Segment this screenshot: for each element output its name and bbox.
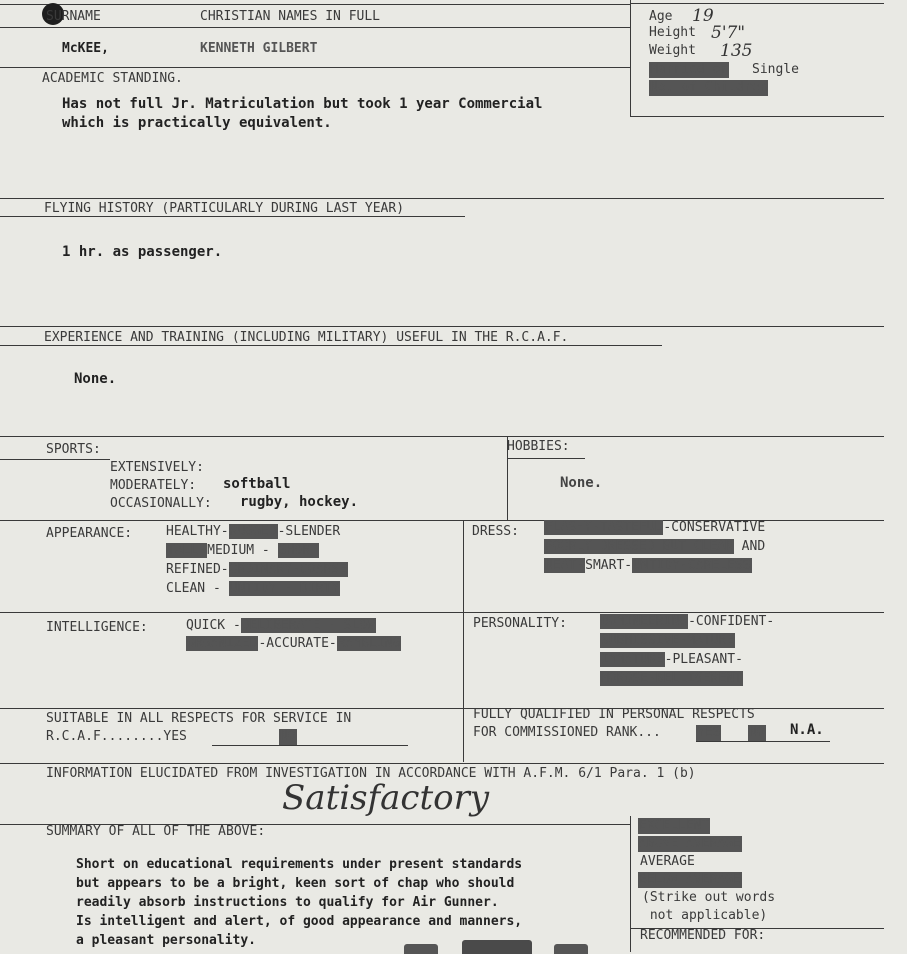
intelligence-organized-struck: ORGANIZED [187,636,258,651]
christian-names-label: CHRISTIAN NAMES IN FULL [200,9,381,24]
dress-line-1 [544,520,765,536]
weight-label: Weight [649,43,696,58]
rule-intelligence [0,612,884,613]
hobbies-value: None. [560,475,603,491]
dress-line-2 [544,539,765,555]
appearance-line-1 [166,524,340,540]
personality-line-3 [600,652,743,668]
surname-label: SURNAME [46,9,101,24]
information-label: INFORMATION ELUCIDATED FROM INVESTIGATION IN ACCORDANCE WITH A.F.M. 6/1 Para. 1 (b) [46,766,696,781]
academic-line-1: Has not full Jr. Matriculation but took 1 year Commercial [62,96,543,112]
appearance-medium: MEDIUM - [207,543,278,558]
intelligence-deliberate-struck: DELIBERATE - SLOW [241,618,375,633]
personality-morose-struck: MOROSE-BELLIGERENT [601,671,742,686]
rating-note-1: (Strike out words [642,890,776,905]
appearance-slender: -SLENDER [277,524,341,539]
appearance-untidy-struck: UNTIDY - DIRTY [229,581,340,596]
dress-label: DRESS: [472,524,519,539]
sports-moderately-value: softball [223,476,291,492]
rating-recommended: RECOMMENDED FOR: [640,928,766,943]
rule-rating-left [630,816,631,952]
dress-untidy-struck: UNTIDY-CARELESS [633,558,751,573]
intelligence-label: INTELLIGENCE: [46,620,148,635]
rating-above-struck: ABOVE AVERAGE [639,836,741,851]
personality-line-1 [600,614,774,630]
qualified-line-1: FULLY QUALIFIED IN PERSONAL RESPECTS [473,707,755,722]
appearance-clean: CLEAN - [166,581,229,596]
rule-names [0,27,630,28]
suitable-yes-underline [212,745,408,746]
qualified-yes-struck: YES [697,725,721,740]
intelligence-rambling-struck: RAMBLING [337,636,401,651]
suitable-line-2: R.C.A.F........YES [46,729,187,744]
summary-line-3: readily absorb instructions to qualify for Air Gunner. [76,895,499,910]
personality-label: PERSONALITY: [473,616,567,631]
appearance-line-4 [166,581,340,597]
qualified-no-struck: NO [749,725,765,740]
flying-label: FLYING HISTORY (PARTICULARLY DURING LAST YEAR) [44,201,405,216]
appearance-line-2 [166,543,319,559]
experience-value: None. [74,371,117,387]
flying-value: 1 hr. as passenger. [62,244,223,260]
rule-flying [0,198,884,199]
personality-immature-struck: IMMATURE [601,652,664,667]
rating-average: AVERAGE [640,854,695,869]
dress-conservative: -CONSERVATIVE [663,520,766,535]
rule-sports [0,436,884,437]
sports-moderately-label: MODERATELY: [110,478,197,493]
rating-excellent-struck: EXCELLENT [639,818,710,833]
personality-pleasant: -PLEASANT- [664,652,743,667]
dress-poorly-struck: POORLY DRESSED BUT CLEAN [545,539,733,554]
rule-sports-under [0,459,110,460]
hobbies-label: HOBBIES: [507,439,570,454]
rule-experience [0,326,884,327]
qualified-underline [696,741,830,742]
rule-box-bottom [630,116,884,117]
sports-extensively-label: EXTENSIVELY: [110,460,204,475]
dress-smart: SMART- [585,558,633,573]
married-struck: Married or [650,62,729,77]
summary-line-4: Is intelligent and alert, of good appearance and manners, [76,914,523,929]
rule-box-left [630,0,631,117]
scan-tab-1 [404,944,438,954]
suitable-line-1: SUITABLE IN ALL RESPECTS FOR SERVICE IN [46,711,352,726]
qualified-line-2: FOR COMMISSIONED RANK... [473,725,661,740]
surname-value: McKEE, [62,41,109,56]
sports-occasionally-value: rugby, hockey. [240,494,359,510]
rule-appearance-divider [463,520,464,762]
age-label: Age [649,9,673,24]
appearance-refined: REFINED- [166,562,229,577]
height-value: 5'7" [711,23,746,43]
rating-note-2: not applicable) [642,908,768,923]
dress-and: AND [733,539,766,554]
appearance-label: APPEARANCE: [46,526,133,541]
sports-label: SPORTS: [46,442,101,457]
intelligence-quick: QUICK - [186,618,241,633]
information-signature: Satisfactory [282,778,490,818]
rule-hobbies-under [507,458,585,459]
academic-line-2: which is practically equivalent. [62,115,332,131]
personality-confident: -CONFIDENT- [688,614,775,629]
personality-domineering-struck: DOMINEERING [601,614,688,629]
rule-top [0,4,630,5]
appearance-short-struck: SHORT [278,543,318,558]
weight-value: 135 [720,41,753,61]
dress-flashy-struck: FLASHY-TASTEFUL [545,520,663,535]
appearance-line-3 [166,562,348,578]
single-value: Single [752,62,799,77]
intelligence-line-2 [186,636,401,652]
christian-names-value: KENNETH GILBERT [200,41,318,56]
intelligence-accurate: -ACCURATE- [258,636,337,651]
appearance-tall-struck: TALL- [167,543,207,558]
scan-tab-3 [554,944,588,954]
qualified-na-value: N.A. [790,722,824,738]
rule-information [0,763,884,764]
appearance-ordinary-struck: ORDINARY-COARSE [229,562,348,577]
personality-line-4 [600,671,743,687]
experience-label: EXPERIENCE AND TRAINING (INCLUDING MILITARY) USEFUL IN THE R.C.A.F. [44,330,569,345]
rule-academic [0,67,630,68]
dress-line-3 [544,558,752,574]
age-value: 19 [692,6,714,26]
sports-occasionally-label: OCCASIONALLY: [110,496,212,511]
academic-label: ACADEMIC STANDING. [42,71,183,86]
children-struck: No. of Children [650,80,768,95]
summary-label: SUMMARY OF ALL OF THE ABOVE: [46,824,266,839]
personality-submissive-struck: SUBMISSIVE-MATURE [601,633,735,648]
intelligence-line-1 [186,618,376,634]
rule-box-top [630,3,884,4]
appearance-rugged-struck: RUGGED [229,524,277,539]
height-label: Height [649,25,696,40]
summary-line-2: but appears to be a bright, keen sort of chap who should [76,876,515,891]
rating-below-struck: BELOW AVERAGE [639,872,741,887]
summary-line-5: a pleasant personality. [76,933,257,948]
personality-line-2 [600,633,735,649]
suitable-no-struck: NO [280,729,296,744]
dress-neat-struck: NEAT- [545,558,585,573]
summary-line-1: Short on educational requirements under present standards [76,857,523,872]
appearance-healthy: HEALTHY- [166,524,229,539]
